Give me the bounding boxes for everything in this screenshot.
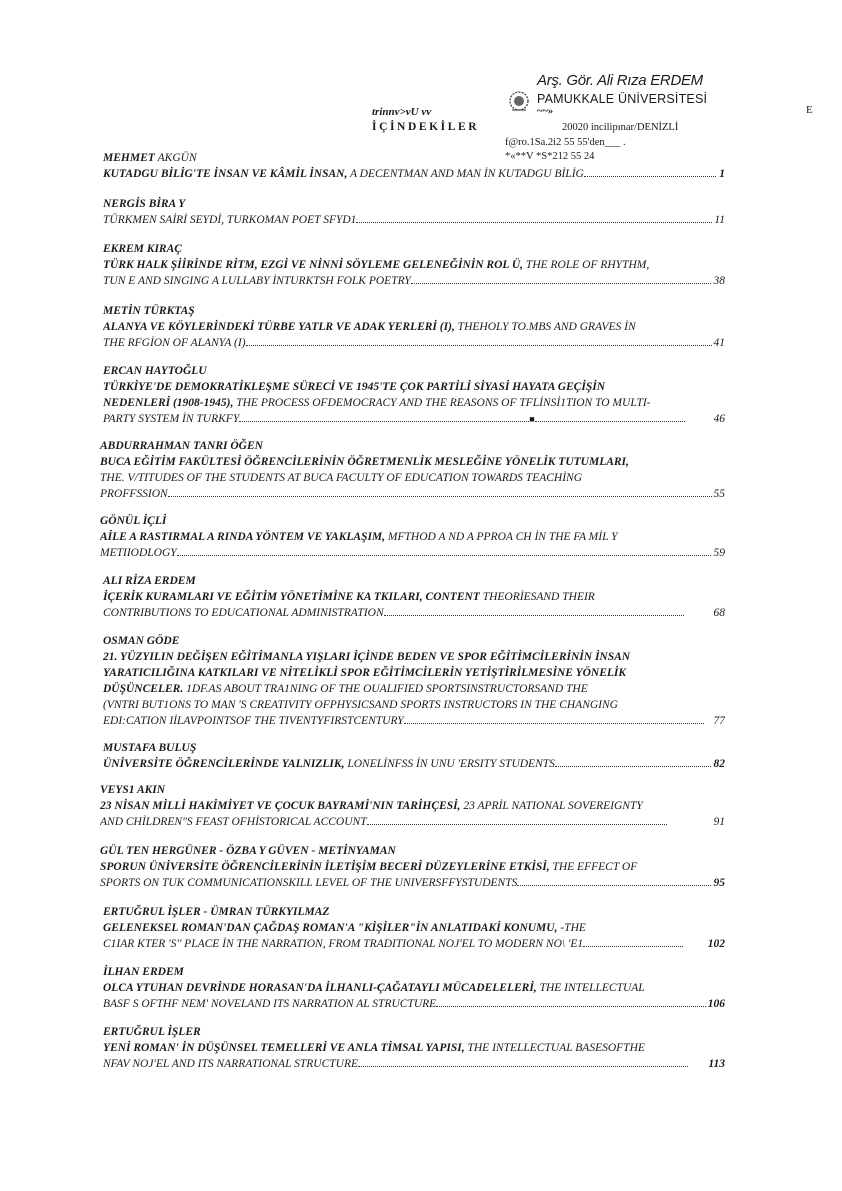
entry-line: GELENEKSEL ROMAN'DAN ÇAĞDAŞ ROMAN'A "KİŞİLER"İN ANLATIDAKİ KONUMU, -THE [103,922,586,934]
garbled-header-text: trinnv>vU vv [372,106,432,118]
entry-author: ERTUĞRUL İŞLER - ÜMRAN TÜRKYILMAZ [103,906,330,918]
entry-line: NEDENLERİ (1908-1945), THE PROCESS OFDEMOCRACY AND THE REASONS OF TFLİNSİ1TION TO MULTI- [103,397,651,409]
entry-line: BUCA EĞİTİM FAKÜLTESİ ÖĞRENCİLERİNİN ÖĞRETMENLİK MESLEĞİNE YÖNELİK TUTUMLARI, [100,456,629,468]
entry-line: THE. V/TITUDES OF THE STUDENTS AT BUCA FACULTY OF EDUCATION TOWARDS TEACHİNG [100,472,583,484]
entry-line: İÇERİK KURAMLARI VE EĞİTİM YÖNETİMİNE KA TKILARI, CONTENT THEORİESAND THEIR [103,591,595,603]
page-number: 1 [719,168,725,180]
entry-line: ALANYA VE KÖYLERİNDEKİ TÜRBE YATLR VE ADAK YERLERİ (I), THEHOLY TO.MBS AND GRAVES İN [103,321,636,333]
toc-entry [103,740,735,772]
entry-line: (VNTRI BUT1ONS TO MAN 'S CREATIVITY OFPHYSICSAND SPORTS INSTRUCTORS IN THE CHANGING [103,699,618,711]
page-number: 77 [713,715,725,727]
entry-author: OSMAN GÖDE [103,635,180,647]
page-number: 46 [713,413,725,425]
entry-line: CONTRIBUTIONS TO EDUCATIONAL ADMINISTRATION 68 [103,607,725,619]
stamp-address: 20020 incilipınar/DENİZLİ [562,122,679,133]
page-title: İÇİNDEKİLER [372,121,480,133]
page-number: 91 [713,816,725,828]
entry-author: ALI RİZA ERDEM [103,575,196,587]
stamp-name: Arş. Gör. Ali Rıza ERDEM [537,72,703,89]
entry-line: OLCA YTUHAN DEVRİNDE HORASAN'DA İLHANLI-ÇAĞATAYLI MÜCADELELERİ, THE INTELLECTUAL [103,982,645,994]
entry-author: VEYS1 AKIN [100,784,166,796]
toc-entry [103,363,735,427]
entry-line: TÜRKMEN SAİRİ SEYDİ, TURKOMAN POET SFYD1 11 [103,212,725,228]
entry-line: C1IAR KTER 'S'' PLACE İN THE NARRATION, FROM TRADITIONAL NOJ'EL TO MODERN NO\ 'E1 102 [103,938,725,950]
page-number: 82 [713,758,725,770]
entry-line: PROFFSSION 55 [100,486,725,502]
entry-line: EDI:CATION IİLAVPOINTSOF THE TIVENTYFIRSTCENTURY 77 [103,715,725,727]
entry-line: YENİ ROMAN' İN DÜŞÜNSEL TEMELLERİ VE ANLA TİMSAL YAPISI, THE INTELLECTUAL BASESOFTHE [103,1042,645,1054]
toc-entry [103,303,735,351]
toc-entry [100,438,732,502]
toc-entry [103,573,735,621]
entry-author: MUSTAFA BULUŞ [103,742,197,754]
entry-line: NFAV NOJ'EL AND ITS NARRATIONAL STRUCTURE 113 [103,1058,725,1070]
entry-line: DÜŞÜNCELER. 1DF.AS ABOUT TRA1NING OF THE OUALIFIED SPORTSINSTRUCTORSAND THE [103,683,588,695]
entry-author: MEHMET AKGÜN [103,152,197,164]
toc-entry [103,633,735,729]
page-number: 102 [707,938,725,950]
stamp-squiggle: ~~» [537,106,554,117]
page-number: 55 [713,488,725,500]
entry-line: THE RFGİON OF ALANYA (I) 41 [103,335,725,351]
toc-entry [103,196,725,228]
entry-line: AND CHİLDREN"S FEAST OFHİSTORICAL ACCOUNT 91 [100,816,725,828]
toc-entry [100,513,732,561]
entry-author: ERCAN HAYTOĞLU [103,365,207,377]
entry-author: GÖNÜL İÇLİ [100,515,167,527]
page-number: 95 [713,877,725,889]
toc-entry [103,904,733,952]
entry-line: TÜRKİYE'DE DEMOKRATİKLEŞME SÜRECİ VE 1945'TE ÇOK PARTİLİ SİYASİ HAYATA GEÇİŞİN [103,381,605,393]
entry-line: TUN E AND SINGING A LULLABY İNTURKTSH FOLK POETRY 38 [103,275,725,287]
entry-line: TÜRK HALK ŞİİRİNDE RİTM, EZGİ VE NİNNİ SÖYLEME GELENEĞİNİN ROL Ü, THE ROLE OF RHYTHM, [103,259,650,271]
entry-line: AİLE A RASTIRMAL A RINDA YÖNTEM VE YAKLAŞIM, MFTHOD A ND A PPROA CH İN THE FA MİL Y [100,531,618,543]
entry-line: METIIODLOGY 59 [100,545,725,561]
university-seal-icon [508,88,530,114]
stamp-university: PAMUKKALE ÜNİVERSİTESİ [537,92,708,106]
entry-author: İLHAN ERDEM [103,966,184,978]
page-number: 59 [713,547,725,559]
entry-author: GÜL TEN HERGÜNER - ÖZBA Y GÜVEN - METİNYAMAN [100,845,396,857]
entry-author: ERTUĞRUL İŞLER [103,1026,201,1038]
entry-line: PARTY SYSTEM İN TURKFY ■ 46 [103,413,725,425]
toc-entry [103,150,725,182]
page-number: 11 [714,214,725,226]
entry-line: YARATICILIĞINA KATKILARI VE NİTELİKLİ SPOR EĞİTİMCİLERİN YETİŞTİRİLMESİNE YÖNELİK [103,667,627,679]
entry-line: 21. YÜZYILIN DEĞİŞEN EĞİTİMANLA YIŞLARI İÇİNDE BEDEN VE SPOR EĞİTİMCİLERİNİN İNSAN [103,651,631,663]
edge-letter: E [806,104,813,116]
toc-entry [103,1024,738,1072]
toc-entry [100,782,740,830]
toc-entry [100,843,730,891]
page-number: 68 [713,607,725,619]
entry-line: BASF S OFTHF NEM' NOVELAND ITS NARRATION AL STRUCTURE 106 [103,996,725,1012]
stamp-email: f@ro.1Sa.2i2 55 55'den___ . [505,137,626,148]
entry-line: KUTADGU BİLİG'TE İNSAN VE KÂMİL İNSAN, A DECENTMAN AND MAN İN KUTADGU BİLİG 1 [103,166,725,182]
toc-entry [103,964,738,1012]
page-number: 41 [713,337,725,349]
entry-author: EKREM KIRAÇ [103,243,182,255]
entry-line: SPORTS ON TUK COMMUNICATIONSKILL LEVEL OF THE UNIVERSFFYSTUDENTS 95 [100,877,725,889]
toc-entry [103,241,735,289]
page-number: 106 [707,998,725,1010]
page-number: 113 [708,1058,725,1070]
stray-mark: ■ [529,414,535,424]
entry-line: 23 NİSAN MİLLİ HAKİMİYET VE ÇOCUK BAYRAMİ'NIN TARİHÇESİ, 23 APRİL NATIONAL SOVEREIGNTY [100,800,643,812]
entry-line: ÜNİVERSİTE ÖĞRENCİLERİNDE YALNIZLIK, LONELİNFSS İN UNU 'ERSITY STUDENTS 82 [103,756,725,772]
entry-line: SPORUN ÜNİVERSİTE ÖĞRENCİLERİNİN İLETİŞİM BECERİ DÜZEYLERİNE ETKİSİ, THE EFFECT OF [100,861,638,873]
stamp-phone: *«**V *S*212 55 24 [505,151,595,162]
entry-author: METİN TÜRKTAŞ [103,305,195,317]
page-number: 38 [713,275,725,287]
entry-author: NERGİS BİRA Y [103,198,186,210]
entry-author: ABDURRAHMAN TANRI ÖĞEN [100,440,263,452]
